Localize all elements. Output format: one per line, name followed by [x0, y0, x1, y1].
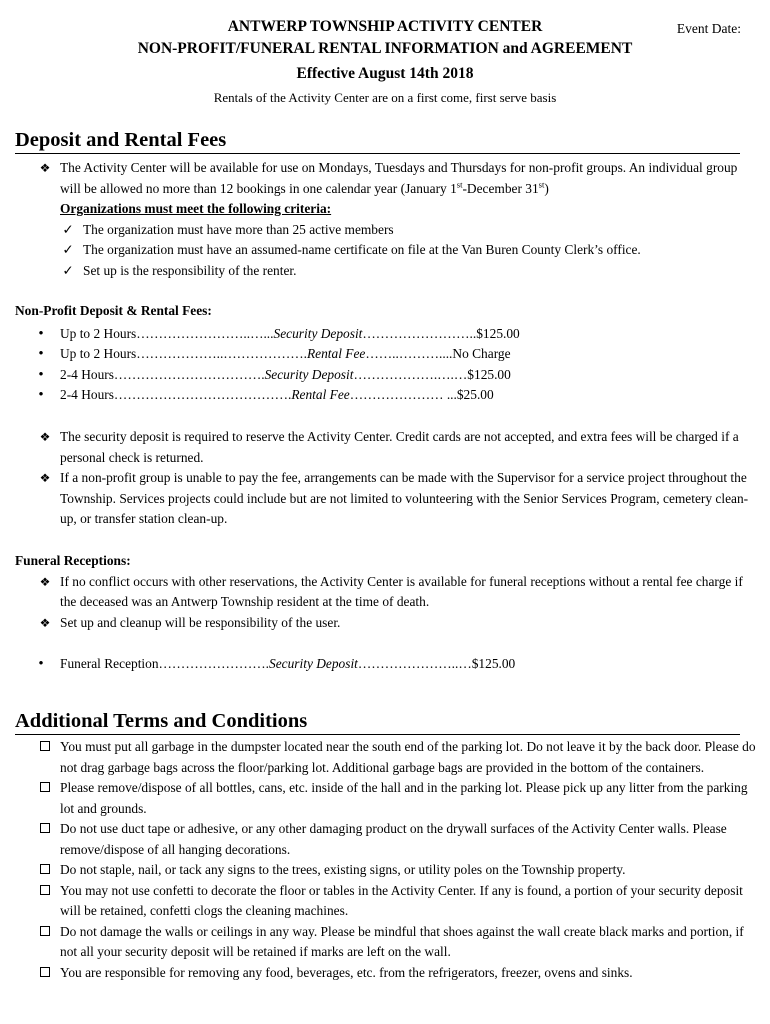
fee-amount: No Charge [452, 346, 511, 361]
term-text: Do not use duct tape or adhesive, or any other damaging product on the drywall surfaces of the Activity Center walls. Please remove/dispose of all hanging decorations. [60, 821, 727, 857]
criteria-text: Set up is the responsibility of the renter. [83, 262, 297, 278]
checkbox-icon [37, 881, 53, 902]
funeral-fee-amount: $125.00 [471, 656, 516, 671]
fee-row [15, 365, 760, 386]
diamond-bullet-icon: ❖ [39, 471, 51, 485]
diamond-bullet-icon: ❖ [39, 615, 51, 630]
checkmark-icon: ✓ [62, 242, 74, 257]
bullet-icon: • [38, 656, 44, 672]
term-item [15, 963, 760, 984]
deposit-intro-item [15, 158, 760, 199]
funeral-block [15, 551, 760, 633]
intro-sup1: st [456, 179, 463, 190]
rental-basis-note: Rentals of the Activity Center are on a first come, first serve basis [213, 90, 557, 105]
terms-block [15, 737, 760, 983]
deposit-note-item [15, 427, 760, 468]
intro-text-part2: -December 31 [462, 180, 539, 196]
intro-text-part1: The Activity Center will be available for use on Mondays, Tuesdays and Thursdays for non-profit groups. An individual group will be allowed no more than 12 bookings in one calendar year (January 1 [60, 160, 738, 196]
term-text: Do not staple, nail, or tack any signs to the trees, existing signs, or utility poles on the Township property. [60, 862, 626, 877]
term-item [15, 881, 760, 922]
checkbox-icon [37, 819, 53, 840]
funeral-item [15, 613, 760, 634]
fee-amount: $125.00 [467, 366, 511, 382]
fee-row [15, 344, 760, 365]
checkbox-icon [37, 963, 53, 984]
term-item [15, 922, 760, 963]
deposit-note-item [15, 468, 760, 530]
intro-text-part3: ) [544, 180, 549, 196]
funeral-fee-label: Funeral Reception……………………. [60, 656, 270, 671]
checkmark-icon: ✓ [62, 262, 74, 278]
term-item [15, 819, 760, 860]
term-text: Please remove/dispose of all bottles, cans, etc. inside of the hall and in the parking lot. Please pick up any litter from the parking lot and grounds. [60, 780, 748, 816]
fee-duration: 2-4 Hours…………………………………. [60, 387, 292, 402]
checkmark-icon: ✓ [62, 221, 74, 237]
fee-amount: $25.00 [456, 387, 494, 402]
fee-row [15, 324, 760, 345]
deposit-intro-block [15, 158, 760, 281]
funeral-fee-row [15, 654, 760, 675]
criteria-item [15, 240, 760, 261]
fees-block [15, 301, 760, 406]
fee-type: Security Deposit [273, 325, 363, 341]
fee-dots: …………………….. [362, 325, 477, 341]
fee-duration: Up to 2 Hours………………..………………. [60, 346, 307, 361]
diamond-bullet-icon: ❖ [39, 430, 51, 444]
funeral-fee-dots: …………………..… [357, 656, 472, 671]
fee-duration: Up to 2 Hours……………………..…... [60, 325, 274, 341]
fees-heading: Non-Profit Deposit & Rental Fees: [15, 303, 212, 318]
fee-amount: $125.00 [476, 325, 520, 341]
diamond-bullet-icon: ❖ [39, 574, 51, 589]
intro-sup2: st [538, 179, 545, 190]
bullet-icon: • [38, 325, 44, 342]
fee-duration: 2-4 Hours……………………………. [60, 366, 265, 382]
event-date-label: Event Date: [676, 21, 741, 36]
criteria-heading: Organizations must meet the following criteria: [60, 201, 332, 216]
criteria-heading-row [15, 199, 760, 220]
fee-dots: ……..……….... [365, 346, 453, 361]
funeral-item-text: Set up and cleanup will be responsibility of the user. [60, 614, 341, 630]
term-item [15, 737, 760, 778]
term-item [15, 778, 760, 819]
funeral-heading: Funeral Receptions: [15, 553, 131, 568]
funeral-item [15, 572, 760, 613]
term-text: Do not damage the walls or ceilings in any way. Please be mindful that shoes against the wall create black marks and portion, if not all your security deposit will be retained if marks are left on the wall. [60, 923, 744, 959]
diamond-bullet-icon: ❖ [39, 161, 51, 175]
criteria-item [15, 220, 760, 241]
fee-type: Rental Fee [291, 387, 350, 402]
fee-row [15, 385, 760, 406]
deposit-note-text: If a non-profit group is unable to pay the fee, arrangements can be made with the Supervisor for a service project throughout the Township. Services projects could include but are not limited to volunteering with the Senior Services Program, cemetery clean-up, or transfer station clean-up. [60, 470, 749, 526]
bullet-icon: • [38, 366, 44, 383]
checkbox-icon [37, 737, 53, 758]
fee-dots: ………………… ... [349, 387, 457, 402]
term-text: You must put all garbage in the dumpster located near the south end of the parking lot. Do not leave it by the back door. Please do not drag garbage bags across the floor/parking lot. Additional garbage bags are provided in the bottom of the containers. [60, 739, 756, 775]
fee-type: Security Deposit [264, 366, 354, 382]
document-title: ANTWERP TOWNSHIP ACTIVITY CENTER [227, 18, 543, 35]
section-title-terms: Additional Terms and Conditions [15, 709, 740, 735]
fee-type: Rental Fee [306, 346, 366, 361]
criteria-text: The organization must have more than 25 active members [83, 221, 394, 237]
section-title-deposit: Deposit and Rental Fees [15, 128, 740, 154]
criteria-text: The organization must have an assumed-name certificate on file at the Van Buren County Clerk’s office. [83, 242, 641, 257]
effective-date: Effective August 14th 2018 [296, 65, 474, 82]
checkbox-icon [37, 860, 53, 881]
checkbox-icon [37, 778, 53, 799]
funeral-fee-type: Security Deposit [269, 656, 358, 671]
funeral-fee-block [15, 654, 760, 675]
term-text: You are responsible for removing any food, beverages, etc. from the refrigerators, freezer, ovens and sinks. [60, 964, 633, 980]
term-text: You may not use confetti to decorate the floor or tables in the Activity Center. If any is found, a portion of your security deposit will be retained, confetti clogs the cleaning machines. [60, 882, 743, 918]
bullet-icon: • [38, 387, 44, 403]
fee-dots: ……………….….… [353, 366, 468, 382]
criteria-item [15, 261, 760, 282]
deposit-notes-block [15, 427, 760, 530]
bullet-icon: • [38, 346, 44, 362]
term-item [15, 860, 760, 881]
funeral-item-text: If no conflict occurs with other reservations, the Activity Center is available for funeral receptions without a rental fee charge if the deceased was an Antwerp Township resident at the time of death. [60, 573, 743, 609]
document-subtitle: NON-PROFIT/FUNERAL RENTAL INFORMATION and AGREEMENT [137, 40, 633, 57]
checkbox-icon [37, 922, 53, 943]
deposit-note-text: The security deposit is required to reserve the Activity Center. Credit cards are not accepted, and extra fees will be charged if a personal check is returned. [60, 429, 739, 465]
